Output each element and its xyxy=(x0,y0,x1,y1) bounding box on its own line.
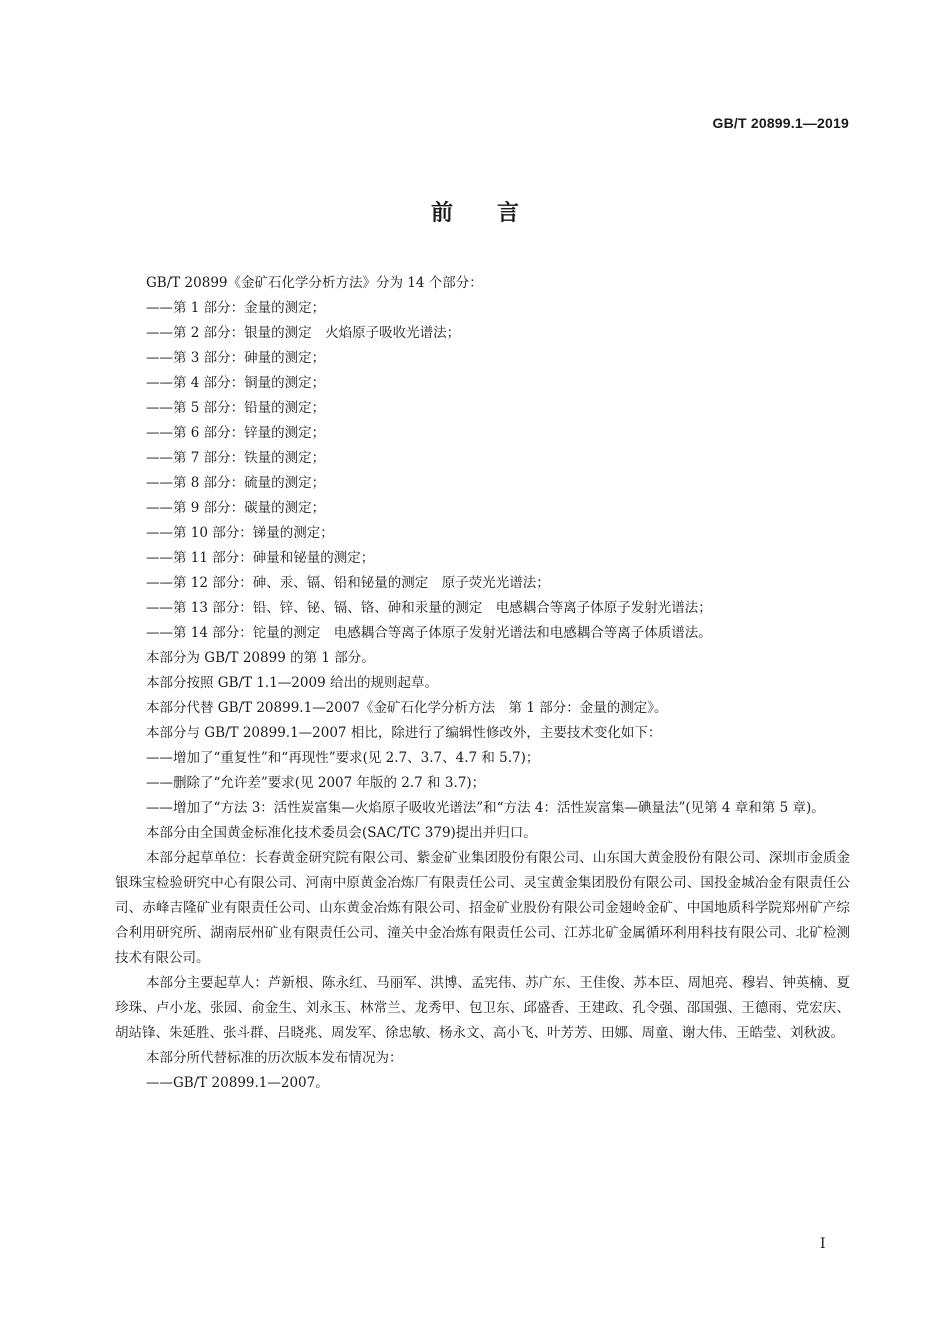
list-item-part-4: ——第 4 部分：铜量的测定； xyxy=(146,375,326,391)
replaces-paragraph: 本部分代替 GB/T 20899.1—2007《金矿石化学分析方法 第 1 部分：金量的测定》。 xyxy=(146,700,668,716)
page-number: I xyxy=(820,1236,826,1252)
proposed-by-paragraph: 本部分由全国黄金标准化技术委员会(SAC/TC 379)提出并归口。 xyxy=(146,825,537,841)
list-item-part-6: ——第 6 部分：锌量的测定； xyxy=(146,425,326,441)
part-of-paragraph: 本部分为 GB/T 20899 的第 1 部分。 xyxy=(146,650,375,666)
list-item-part-14: ——第 14 部分：铊量的测定 电感耦合等离子体原子发射光谱法和电感耦合等离子体质谱法。 xyxy=(146,625,712,641)
change-item-2: ——删除了“允许差”要求(见 2007 年版的 2.7 和 3.7)； xyxy=(146,775,486,791)
standard-number: GB/T 20899.1—2019 xyxy=(712,115,849,131)
history-intro-paragraph: 本部分所代替标准的历次版本发布情况为： xyxy=(146,1050,403,1066)
intro-paragraph: GB/T 20899《金矿石化学分析方法》分为 14 个部分： xyxy=(146,275,483,291)
change-item-3: ——增加了“方法 3：活性炭富集—火焰原子吸收光谱法”和“方法 4：活性炭富集—碘量法”(见第 4 章和第 5 章)。 xyxy=(146,800,825,816)
drafting-units-paragraph: 本部分起草单位：长春黄金研究院有限公司、紫金矿业集团股份有限公司、山东国大黄金股份有限公司、深圳市金质金银珠宝检验研究中心有限公司、河南中原黄金冶炼厂有限责任公司、灵宝黄金集团股份有限公司、国投金城冶金有限责任公司、赤峰吉隆矿业有限责任公司、山东黄金冶炼有限公司、招金矿业股份有限公司金翅岭金矿、中国地质科学院郑州矿产综合利用研究所、湖南辰州矿业有限责任公司、潼关中金冶炼有限责任公司、江苏北矿金属循环利用科技有限公司、北矿检测技术有限公司。 xyxy=(115,850,850,966)
list-item-part-10: ——第 10 部分：锑量的测定； xyxy=(146,525,334,541)
list-item-part-8: ——第 8 部分：硫量的测定； xyxy=(146,475,326,491)
list-item-part-1: ——第 1 部分：金量的测定； xyxy=(146,300,326,316)
list-item-part-13: ——第 13 部分：铅、锌、铋、镉、铬、砷和汞量的测定 电感耦合等离子体原子发射光谱法； xyxy=(146,600,712,616)
change-item-1: ——增加了“重复性”和“再现性”要求(见 2.7、3.7、4.7 和 5.7)； xyxy=(146,750,540,766)
list-item-part-5: ——第 5 部分：铅量的测定； xyxy=(146,400,326,416)
history-item-1: ——GB/T 20899.1—2007。 xyxy=(146,1075,329,1091)
changes-intro-paragraph: 本部分与 GB/T 20899.1—2007 相比，除进行了编辑性修改外，主要技术变化如下： xyxy=(146,725,662,741)
drafting-rules-paragraph: 本部分按照 GB/T 1.1—2009 给出的规则起草。 xyxy=(146,675,438,691)
list-item-part-11: ——第 11 部分：砷量和铋量的测定； xyxy=(146,550,375,566)
list-item-part-12: ——第 12 部分：砷、汞、镉、铅和铋量的测定 原子荧光光谱法； xyxy=(146,575,550,591)
foreword-body xyxy=(115,271,850,1096)
list-item-part-3: ——第 3 部分：砷量的测定； xyxy=(146,350,326,366)
list-item-part-9: ——第 9 部分：碳量的测定； xyxy=(146,500,326,516)
drafters-paragraph: 本部分主要起草人：芦新根、陈永红、马丽军、洪博、孟宪伟、苏广东、王佳俊、苏本臣、周旭亮、穆岩、钟英楠、夏珍珠、卢小龙、张园、俞金生、刘永玉、林常兰、龙秀甲、包卫东、邱盛香、王建政、孔令强、邵国强、王德雨、党宏庆、胡站锋、朱延胜、张斗群、吕晓兆、周发军、徐忠敏、杨永文、高小飞、叶芳芳、田娜、周童、谢大伟、王皓莹、刘秋波。 xyxy=(115,975,850,1041)
list-item-part-2: ——第 2 部分：银量的测定 火焰原子吸收光谱法； xyxy=(146,325,461,341)
list-item-part-7: ——第 7 部分：铁量的测定； xyxy=(146,450,326,466)
page-title: 前 言 xyxy=(430,201,519,226)
